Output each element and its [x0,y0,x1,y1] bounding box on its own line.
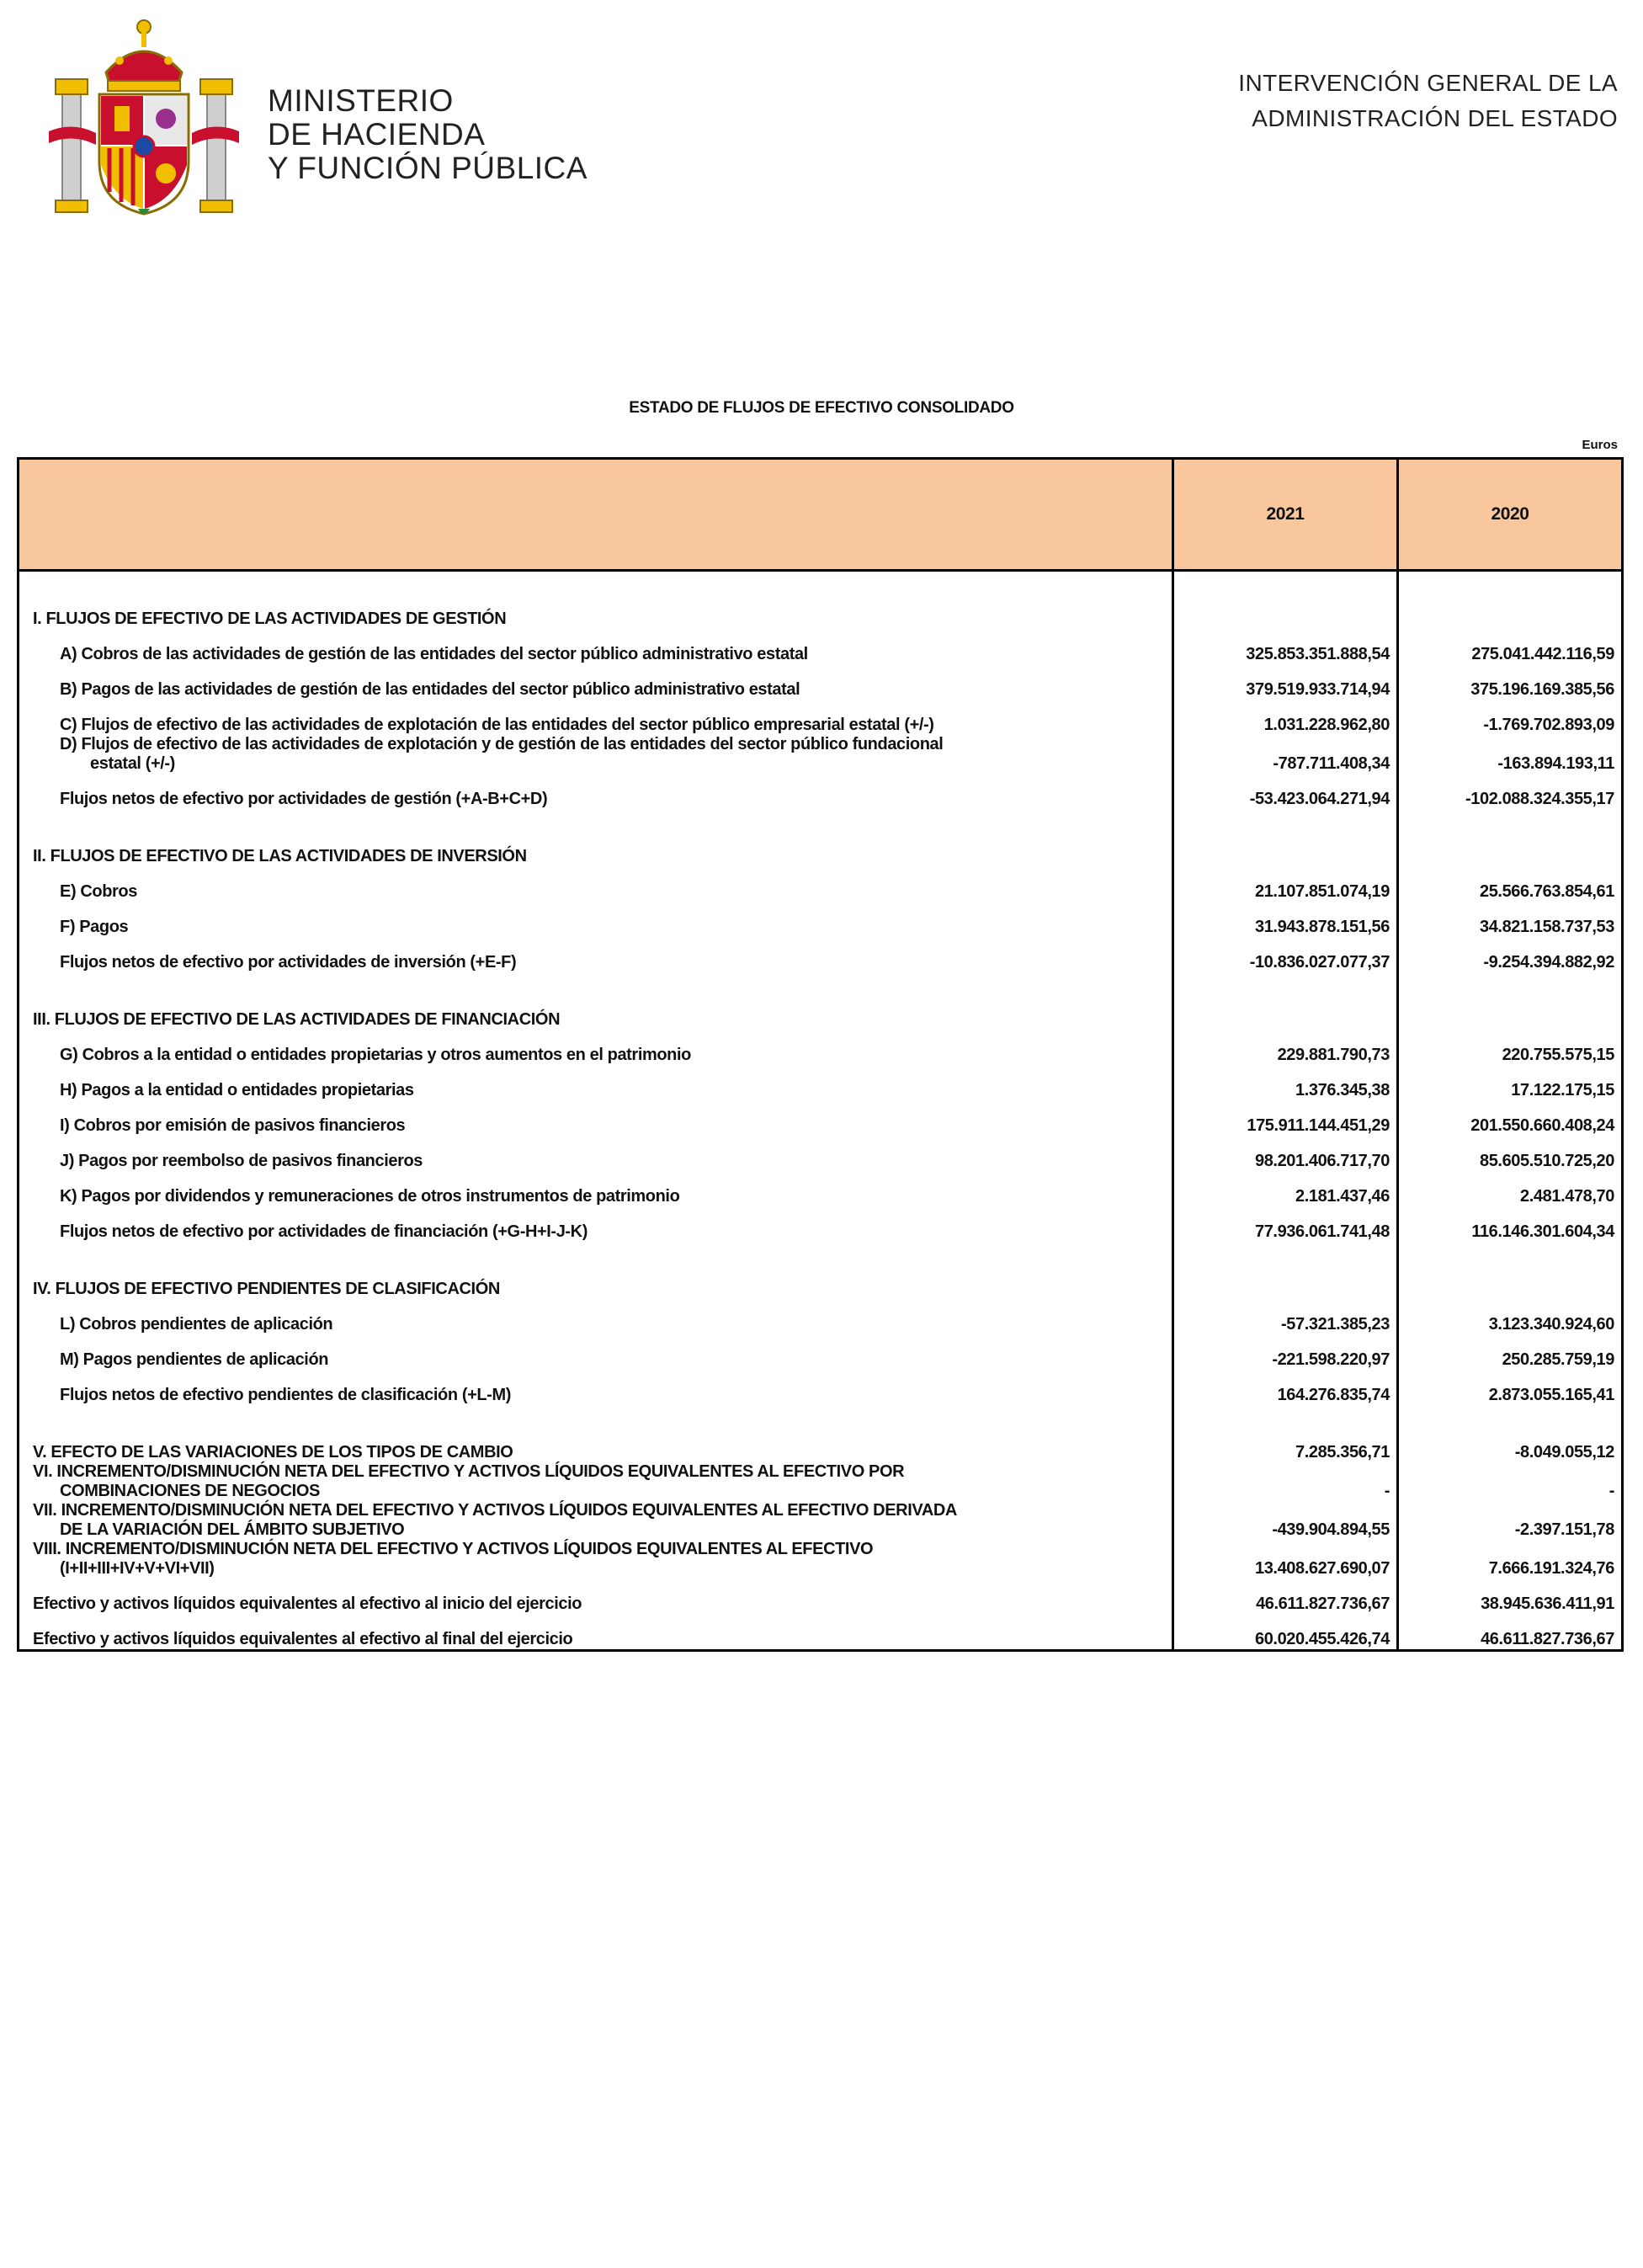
value-2021: 379.519.933.714,94 [1173,664,1398,700]
table-row [19,1579,1623,1614]
value-2020: - [1398,1462,1623,1501]
row-label [19,735,1173,774]
value-2020: -9.254.394.882,92 [1398,937,1623,972]
table-row [19,735,1623,774]
row-label: Flujos netos de efectivo pendientes de clasificación (+L-M) [19,1370,1173,1405]
table-row [19,1540,1623,1579]
ministry-line: MINISTERIO [268,83,454,118]
value-2020: 201.550.660.408,24 [1398,1100,1623,1136]
row-label: Flujos netos de efectivo por actividades de financiación (+G-H+I-J-K) [19,1206,1173,1242]
row-label: Efectivo y activos líquidos equivalentes al efectivo al inicio del ejercicio [19,1579,1173,1614]
value-2021: 46.611.827.736,67 [1173,1579,1398,1614]
row-label: E) Cobros [19,866,1173,902]
table-row [19,831,1623,866]
agency-line: INTERVENCIÓN GENERAL DE LA [1238,70,1618,96]
table-row [19,1334,1623,1370]
row-label: G) Cobros a la entidad o entidades propietarias y otros aumentos en el patrimonio [19,1030,1173,1065]
table-row [19,1030,1623,1065]
value-2021: 2.181.437,46 [1173,1171,1398,1206]
value-2021: -787.711.408,34 [1173,735,1398,774]
value-2020 [1398,594,1623,629]
value-2021: -10.836.027.077,37 [1173,937,1398,972]
table-row [19,1264,1623,1299]
table-row [19,1171,1623,1206]
value-2021: 325.853.351.888,54 [1173,629,1398,664]
value-2020: -8.049.055,12 [1398,1427,1623,1462]
value-2021: -57.321.385,23 [1173,1299,1398,1334]
value-2020: -1.769.702.893,09 [1398,700,1623,735]
table-row [19,1065,1623,1100]
table-row [19,994,1623,1030]
row-label: H) Pagos a la entidad o entidades propietarias [19,1065,1173,1100]
value-2021: 1.031.228.962,80 [1173,700,1398,735]
ministry-name [268,84,588,185]
row-label [19,1540,1173,1579]
row-label: I) Cobros por emisión de pasivos financieros [19,1100,1173,1136]
value-2020: 116.146.301.604,34 [1398,1206,1623,1242]
row-label: III. FLUJOS DE EFECTIVO DE LAS ACTIVIDADES DE FINANCIACIÓN [19,994,1173,1030]
value-2021: 1.376.345,38 [1173,1065,1398,1100]
value-2020: 25.566.763.854,61 [1398,866,1623,902]
row-label-line: estatal (+/-) [90,754,175,773]
cash-flow-table [17,457,1624,1652]
row-label-line: COMBINACIONES DE NEGOCIOS [60,1482,320,1500]
row-label: J) Pagos por reembolso de pasivos financieros [19,1136,1173,1171]
value-2020 [1398,831,1623,866]
row-label: K) Pagos por dividendos y remuneraciones de otros instrumentos de patrimonio [19,1171,1173,1206]
value-2020: 34.821.158.737,53 [1398,902,1623,937]
agency-line: ADMINISTRACIÓN DEL ESTADO [1252,105,1618,131]
value-2021: -221.598.220,97 [1173,1334,1398,1370]
table-row [19,594,1623,629]
value-2021: 7.285.356,71 [1173,1427,1398,1462]
row-label: IV. FLUJOS DE EFECTIVO PENDIENTES DE CLASIFICACIÓN [19,1264,1173,1299]
table-row [19,1501,1623,1540]
row-label-line: DE LA VARIACIÓN DEL ÁMBITO SUBJETIVO [60,1520,405,1539]
value-2020: 375.196.169.385,56 [1398,664,1623,700]
value-2021: 13.408.627.690,07 [1173,1540,1398,1579]
value-2021: 60.020.455.426,74 [1173,1614,1398,1651]
value-2020: 17.122.175,15 [1398,1065,1623,1100]
value-2021: 175.911.144.451,29 [1173,1100,1398,1136]
row-label: Efectivo y activos líquidos equivalentes al efectivo al final del ejercicio [19,1614,1173,1651]
coat-of-arms-icon [47,13,241,221]
table-row [19,1299,1623,1334]
value-2020: 7.666.191.324,76 [1398,1540,1623,1579]
value-2021 [1173,831,1398,866]
row-label: L) Cobros pendientes de aplicación [19,1299,1173,1334]
row-label-line: D) Flujos de efectivo de las actividades de explotación y de gestión de las entidades del sector público fundacional [60,735,944,753]
column-header-2020: 2020 [1398,459,1623,571]
row-label: C) Flujos de efectivo de las actividades de explotación de las entidades del sector público empresarial estatal (+/-) [19,700,1173,735]
value-2020: -102.088.324.355,17 [1398,774,1623,809]
value-2020: 38.945.636.411,91 [1398,1579,1623,1614]
value-2020: 46.611.827.736,67 [1398,1614,1623,1651]
value-2020: 2.873.055.165,41 [1398,1370,1623,1405]
value-2021: -439.904.894,55 [1173,1501,1398,1540]
value-2020 [1398,994,1623,1030]
value-2021 [1173,1264,1398,1299]
table-row [19,664,1623,700]
column-header-label [19,459,1173,571]
table-row [19,1370,1623,1405]
row-label: V. EFECTO DE LAS VARIACIONES DE LOS TIPOS DE CAMBIO [19,1427,1173,1462]
table-header-row [19,459,1623,571]
table-row [19,1100,1623,1136]
value-2021: -53.423.064.271,94 [1173,774,1398,809]
row-label-line: VIII. INCREMENTO/DISMINUCIÓN NETA DEL EFECTIVO Y ACTIVOS LÍQUIDOS EQUIVALENTES AL EFECTIVO [33,1540,874,1558]
table-row [19,1136,1623,1171]
value-2020: 250.285.759,19 [1398,1334,1623,1370]
value-2021: 98.201.406.717,70 [1173,1136,1398,1171]
agency-name [1238,66,1618,136]
ministry-line: Y FUNCIÓN PÚBLICA [268,151,588,185]
value-2020: -2.397.151,78 [1398,1501,1623,1540]
ministry-line: DE HACIENDA [268,117,486,152]
document-title: ESTADO DE FLUJOS DE EFECTIVO CONSOLIDADO [629,399,1014,417]
value-2020: 2.481.478,70 [1398,1171,1623,1206]
row-label: F) Pagos [19,902,1173,937]
value-2021 [1173,594,1398,629]
row-label: Flujos netos de efectivo por actividades de gestión (+A-B+C+D) [19,774,1173,809]
table-row [19,1614,1623,1651]
value-2021: 229.881.790,73 [1173,1030,1398,1065]
row-label: B) Pagos de las actividades de gestión de las entidades del sector público administrativo estatal [19,664,1173,700]
table-row [19,1462,1623,1501]
table-row [19,866,1623,902]
column-header-2021: 2021 [1173,459,1398,571]
table-row [19,774,1623,809]
value-2020: 85.605.510.725,20 [1398,1136,1623,1171]
value-2020: -163.894.193,11 [1398,735,1623,774]
row-label [19,1501,1173,1540]
value-2021: - [1173,1462,1398,1501]
row-label: A) Cobros de las actividades de gestión de las entidades del sector público administrativo estatal [19,629,1173,664]
row-label: II. FLUJOS DE EFECTIVO DE LAS ACTIVIDADES DE INVERSIÓN [19,831,1173,866]
value-2021: 77.936.061.741,48 [1173,1206,1398,1242]
value-2021 [1173,994,1398,1030]
table-row [19,902,1623,937]
value-2021: 164.276.835,74 [1173,1370,1398,1405]
table-row [19,937,1623,972]
table-row [19,1206,1623,1242]
value-2021: 21.107.851.074,19 [1173,866,1398,902]
table-row [19,629,1623,664]
page-header [0,0,1643,244]
value-2020: 220.755.575,15 [1398,1030,1623,1065]
value-2020: 3.123.340.924,60 [1398,1299,1623,1334]
value-2020: 275.041.442.116,59 [1398,629,1623,664]
row-label: Flujos netos de efectivo por actividades de inversión (+E-F) [19,937,1173,972]
table-row [19,700,1623,735]
row-label-line: VI. INCREMENTO/DISMINUCIÓN NETA DEL EFECTIVO Y ACTIVOS LÍQUIDOS EQUIVALENTES AL EFECTIVO POR [33,1462,905,1481]
row-label: M) Pagos pendientes de aplicación [19,1334,1173,1370]
table-row [19,1427,1623,1462]
row-label-line: VII. INCREMENTO/DISMINUCIÓN NETA DEL EFECTIVO Y ACTIVOS LÍQUIDOS EQUIVALENTES AL EFECTIVO DERIVADA [33,1501,957,1520]
value-2020 [1398,1264,1623,1299]
row-label: I. FLUJOS DE EFECTIVO DE LAS ACTIVIDADES DE GESTIÓN [19,594,1173,629]
row-label [19,1462,1173,1501]
row-label-line: (I+II+III+IV+V+VI+VII) [60,1559,215,1578]
value-2021: 31.943.878.151,56 [1173,902,1398,937]
currency-units: Euros [1582,438,1618,452]
